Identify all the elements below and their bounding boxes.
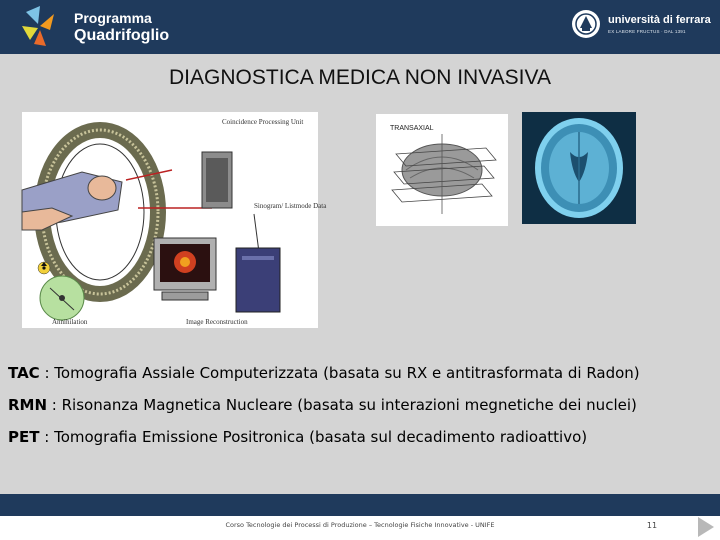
pet-label-sinogram: Sinogram/ Listmode Data	[254, 202, 327, 210]
pet-label-reconstruction: Image Reconstruction	[186, 318, 248, 326]
definition-text: Tomografia Emissione Positronica (basata sul decadimento radioattivo)	[54, 428, 588, 446]
mri-label: TRANSAXIAL	[390, 125, 434, 132]
programma-quadrifoglio-logo	[16, 4, 176, 50]
footer-course-text: Corso Tecnologie dei Processi di Produzione – Tecnologie Fisiche Innovative - UNIFE	[225, 521, 495, 529]
mri-slices-image	[376, 114, 508, 226]
definition-pet	[8, 427, 708, 459]
logo-text	[74, 10, 169, 44]
definition-abbr: RMN	[8, 396, 48, 414]
definition-sep: :	[47, 396, 62, 414]
definition-text: Risonanza Magnetica Nucleare (basata su interazioni megnetiche dei nuclei)	[61, 396, 637, 414]
next-slide-arrow-icon[interactable]	[698, 517, 714, 537]
university-name: università di ferrara	[608, 14, 711, 26]
slide-title: DIAGNOSTICA MEDICA NON INVASIVA	[169, 66, 551, 89]
pet-label-coincidence: Coincidence Processing Unit	[222, 118, 304, 126]
definition-sep: :	[39, 428, 55, 446]
patient-figure	[22, 172, 122, 230]
footer-band	[0, 494, 720, 516]
definition-abbr: PET	[8, 428, 40, 446]
page-number: 11	[646, 521, 658, 530]
pet-label-annihilation: Annihilation	[52, 318, 88, 326]
definition-sep: :	[39, 364, 55, 382]
reconstruction-monitor	[154, 238, 216, 300]
university-logo	[570, 8, 710, 46]
annihilation-detail	[40, 276, 84, 320]
header-band	[0, 0, 720, 54]
definition-rmn	[8, 395, 708, 427]
logo-line-1: Programma	[74, 10, 152, 26]
definition-tac	[8, 363, 708, 395]
coincidence-processing-unit	[202, 152, 232, 208]
definitions-list	[8, 363, 708, 459]
definition-text: Tomografia Assiale Computerizzata (basata su RX e antitrasformata di Radon)	[54, 364, 640, 382]
definition-abbr: TAC	[8, 364, 40, 382]
workstation-tower	[236, 248, 280, 312]
ct-scan-image	[522, 112, 636, 224]
logo-line-2: Quadrifoglio	[74, 27, 170, 44]
four-leaf-clover-logo-icon	[16, 4, 66, 50]
university-tagline: EX LABORE FRUCTUS · DAL 1391	[608, 29, 686, 34]
unife-seal-icon	[570, 8, 602, 40]
pet-scanner-diagram	[22, 112, 327, 328]
radiation-icon	[38, 262, 50, 274]
